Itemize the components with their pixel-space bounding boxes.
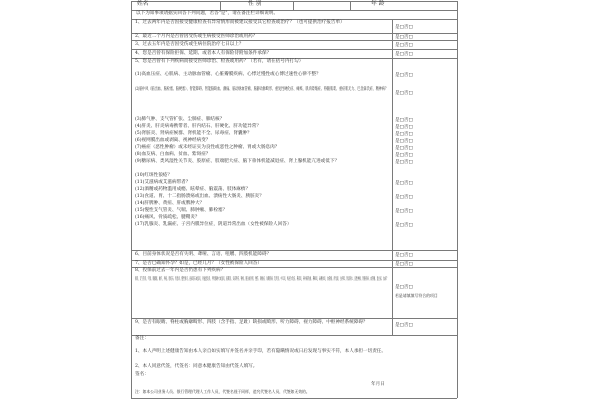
question-5-item-3-yes-no[interactable]: 是□否□	[395, 118, 413, 123]
question-5-item-7-yes-no[interactable]: 是□否□	[395, 146, 413, 151]
question-5-item-4-yes-no[interactable]: 是□否□	[395, 125, 413, 130]
question-5-item-2: (2)脑中风（脑出血、脑栓塞、脑梗塞）、智能障碍、智能脑缺血、颠痫、脑动脉血管瘤、脑静动脉畸形、重复性硬化症、瘫痪、肌肉萎缩症、脊髓肌萎、重症肌无力、巴金森氏症、精神病？	[135, 87, 388, 92]
health-declaration-form	[131, 0, 457, 400]
question-5-item-16: (16)痛风、骨质疏松、腱鞘炎？	[135, 215, 200, 220]
gender-label: 性 别	[248, 1, 262, 7]
question-5-item-6-yes-no[interactable]: 是□否□	[395, 139, 413, 144]
question-6: 6、目前身体状况是否有失明、聋哑、言语、咀嚼、四肢机能障碍？	[135, 252, 272, 257]
question-5-item-4: (4)肝炎、肝炎病毒携带者、肝内结石、肝硬化、肝功能异常？	[135, 124, 261, 129]
signature-date: 年月日	[371, 382, 385, 387]
form-instruction: 以下为知事项请据实回答下列问题，若答"是"，请在备注栏详细说明。	[136, 11, 279, 16]
question-5-item-14: (14)肝脾肿、黄疸、肝或脾肿大？	[135, 201, 205, 206]
question-5: 5、您是否曾有下列疾病而接受医师诊治、检查或用药？（若有，请在括号内打勾）	[135, 59, 304, 64]
question-5-item-7: (7)癌症（恶性肿瘤）或未经证实为良性或恶性之肿瘤、胃或大肠息肉？	[135, 145, 280, 150]
question-4-yes-no[interactable]: 是□否□	[395, 51, 413, 57]
question-8: 8、投保前过去一年内是否仍患有下列疾病？	[135, 268, 226, 273]
question-9-yes-no[interactable]: 是□否□	[395, 323, 413, 328]
question-5-item-13: (13)食道、胃、十二指肠溃疡或出血、溃疡性大肠炎、胰脏炎？	[135, 194, 264, 199]
question-8-fill-note: 若是请填填写符合的项目	[395, 293, 438, 298]
question-5-item-11: (11)艾滋病或艾滋病带者？	[135, 180, 191, 185]
question-1-yes-no[interactable]: 是□否□	[395, 25, 413, 30]
question-5-item-9-yes-no[interactable]: 是□否□	[395, 160, 413, 165]
question-5-item-12: (12)酒精或药物滥用成瘾、眩晕症、脑震荡、肢体麻痹？	[135, 187, 251, 192]
name-label: 姓名	[137, 1, 149, 7]
question-6-yes-no[interactable]: 是□否□	[395, 253, 413, 258]
signature-label: 签名：	[135, 372, 149, 377]
declaration-line-2: 2、本人同意代签，代签名：同意本健康告知由代签人填写。	[135, 364, 258, 369]
question-5-item-8-yes-no[interactable]: 是□否□	[395, 153, 413, 158]
question-5-item-15: (15)慢性支气管炎、气喘、肺肿瘤、肺栓塞？	[135, 208, 228, 213]
question-8-disease-list: 肺炎、支气管炎、气喘、肺膨胀、癫气、痔疮、胆结石、胃息肉、慢性胃炎、泌尿结石或发炎、骨盆腔发炎、甲状腺肿大或发炎、脑膜炎、头部外伤、脊椎、脱臼或骨折、挫伤、颈椎症、角膜疾病、乳突炎、中耳炎、梅尼尔氏症、鼻窦炎、鼻中隔弯曲、鼻咽炎、扁桃体炎、血管瘤、青光眼、白内障、肾盂积水、良性肿瘤、肾脏疾病、血管瘤、蛋白尿、血尿？	[135, 277, 388, 282]
declaration-line-1: 1、本人声明上述健康告知由本人亲自如实填写并签名并亲手印，若有隐瞒情况或日后发现与事实不符，本人承担一切责任。	[135, 349, 386, 354]
question-7: 7、是否已确知怀孕？如是，已经几月？（女性被保险人回答）	[135, 261, 262, 266]
question-5-item-1-yes-no[interactable]: 是□否□	[395, 73, 413, 78]
question-8-yes-no[interactable]: 是□否□	[395, 285, 413, 290]
question-5-item-10: (10)红斑性狼疮？	[135, 173, 172, 178]
remarks-label: 备注：	[135, 336, 149, 341]
question-5-item-9: (9)糖尿病、类风湿性关节炎、胶原症、肢端肥大症、脑下垂体机能减退症、肾上腺机能亢进或低下？	[135, 159, 340, 164]
question-5-item-11-yes-no[interactable]: 是□否□	[395, 181, 413, 186]
question-9: 9、是否有眼睛、脊柱或胸廓畸形、四肢（含手指、足趾）缺损或畸形、听力障碍、视力障碍、中枢神经系统障碍？	[135, 320, 368, 325]
question-3: 3、过去五年内是否因受伤或生病住院治疗七日以上？	[135, 41, 244, 47]
question-5-item-5: (5)肾脏炎、肾病症候群、肾机能不全、尿毒症、肾囊肿？	[135, 131, 252, 136]
age-label: 年 龄	[371, 1, 385, 7]
question-5-item-17-yes-no[interactable]: 是□否□	[395, 223, 413, 228]
question-1-line-1: 1、过去两年内是否因接受健康检查有异常情形而被建议接受其它检查或治疗？（也可提供治疗报告单）	[135, 20, 345, 25]
question-5-item-8: (8)血友病、白血病、贫血、紫斑症？	[135, 152, 211, 157]
question-5-item-17: (17)乳腺炎、乳漏症、子宫内膜异位症，阴道异常出血（女性被保险人回答）	[135, 222, 292, 227]
question-3-yes-no[interactable]: 是□否□	[395, 42, 413, 48]
question-5-item-3: (3)肺气肿、支气管扩张、尘肺症、肺结核？	[135, 117, 225, 122]
footer-note: 注：如本公司业务人员、银行管理代理人工作人员，代签名视于同样，追究代签名人员，代签如无效的。	[135, 389, 310, 394]
question-2: 2、最近二个月内是否曾因受伤或生病接受医师诊治或用药？	[135, 33, 258, 39]
question-2-yes-no[interactable]: 是□否□	[395, 34, 413, 40]
question-5-item-6: (6)视网膜出血或剥离、视神经病变？	[135, 138, 211, 143]
question-7-yes-no[interactable]: 是□否□	[395, 262, 413, 267]
question-5-item-13-yes-no[interactable]: 是□否□	[395, 195, 413, 200]
question-5-item-5-yes-no[interactable]: 是□否□	[395, 132, 413, 137]
question-5-item-1: (1)高血压症、心肌病、主动脉血管瘤、心脏瓣膜疾病、心悸过慢性或心博过速性心律不整？	[135, 72, 321, 77]
question-5-item-15-yes-no[interactable]: 是□否□	[395, 209, 413, 214]
question-4: 4、您是否曾有保险拒保、延期、或者本人有保险待附加条件承保？	[135, 50, 272, 56]
question-5-item-2-yes-no[interactable]: 是□否□	[395, 91, 413, 96]
